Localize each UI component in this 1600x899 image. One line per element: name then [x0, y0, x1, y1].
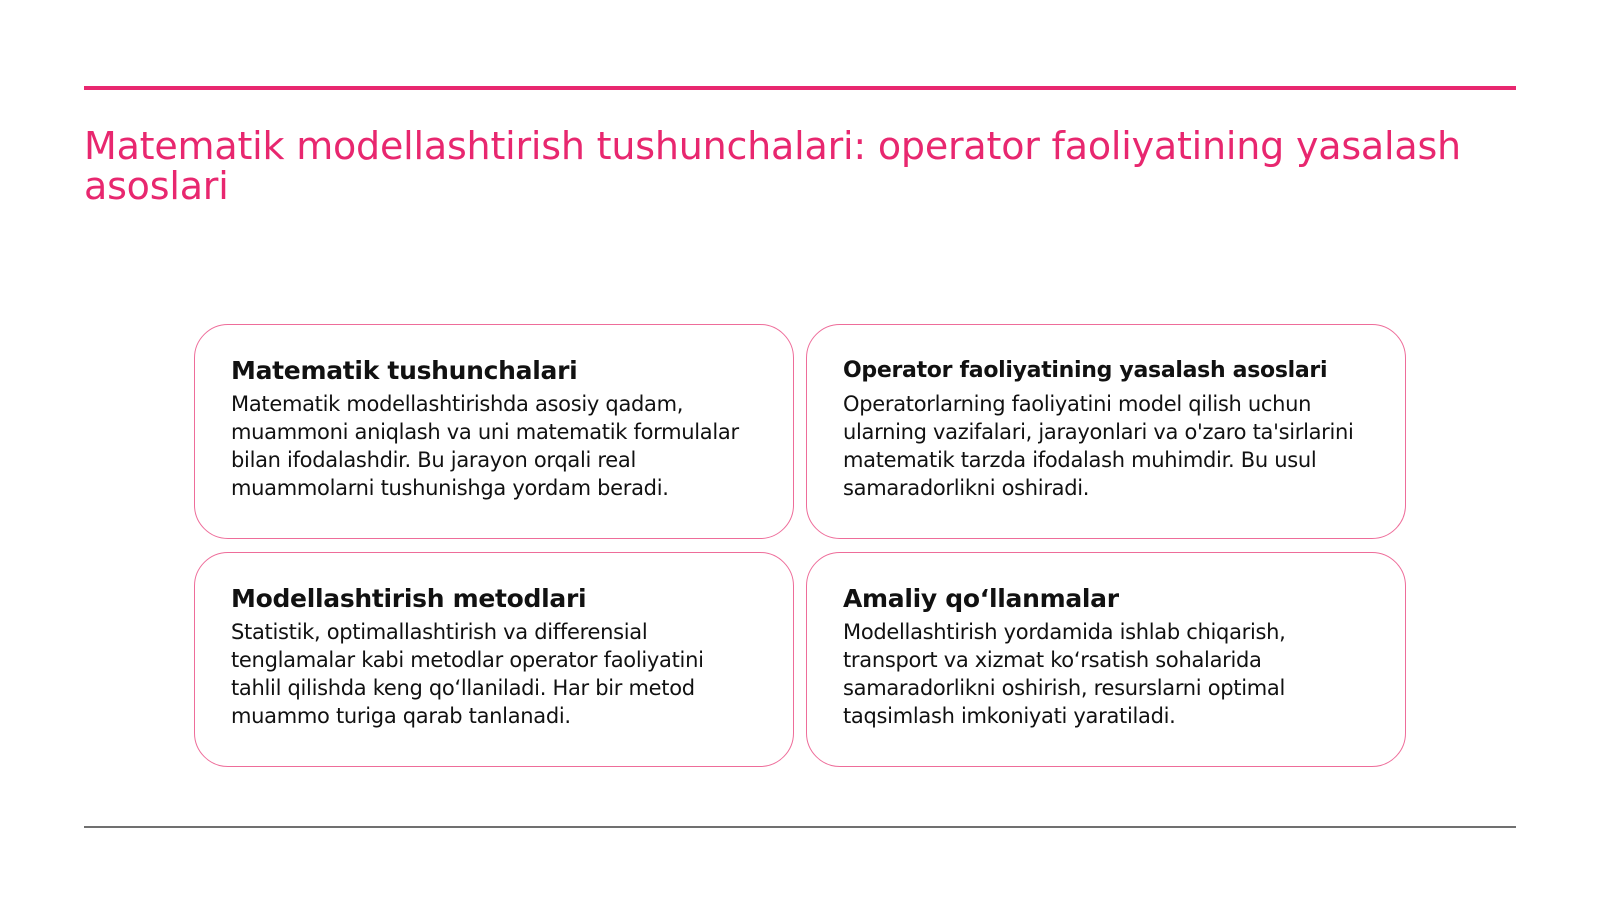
card-title: Operator faoliyatining yasalash asoslari — [843, 358, 1328, 383]
card-operator-faoliyati — [806, 324, 1406, 539]
card-text: Operatorlarning faoliyatini model qilish uchun ularning vazifalari, jarayonlari va o'zaro ta'sirlarini matematik tarzda ifodalash muhimdir. Bu usul samaradorlikni oshiradi. — [843, 392, 1354, 500]
card-amaliy-qollanmalar — [806, 552, 1406, 767]
card-title: Matematik tushunchalari — [231, 356, 578, 385]
card-text: Statistik, optimallashtirish va differensial tenglamalar kabi metodlar operator faoliyatini tahlil qilishda keng qo‘llaniladi. Har bir metod muammo turiga qarab tanlanadi. — [231, 620, 704, 728]
card-title: Modellashtirish metodlari — [231, 584, 587, 613]
card-text: Modellashtirish yordamida ishlab chiqarish, transport va xizmat ko‘rsatish sohalarida samaradorlikni oshirish, resurslarni optimal taqsimlash imkoniyati yaratiladi. — [843, 620, 1286, 728]
top-accent-rule — [84, 86, 1516, 90]
card-title: Amaliy qo‘llanmalar — [843, 584, 1119, 613]
slide-title: Matematik modellashtirish tushunchalari: operator faoliyatining yasalash asoslari — [84, 124, 1461, 208]
bottom-divider — [84, 826, 1516, 828]
card-text: Matematik modellashtirishda asosiy qadam, muammoni aniqlash va uni matematik formulalar bilan ifodalashdir. Bu jarayon orqali real muammolarni tushunishga yordam beradi. — [231, 392, 739, 500]
card-grid — [194, 324, 1406, 767]
card-matematik-tushunchalari — [194, 324, 794, 539]
card-modellashtirish-metodlari — [194, 552, 794, 767]
